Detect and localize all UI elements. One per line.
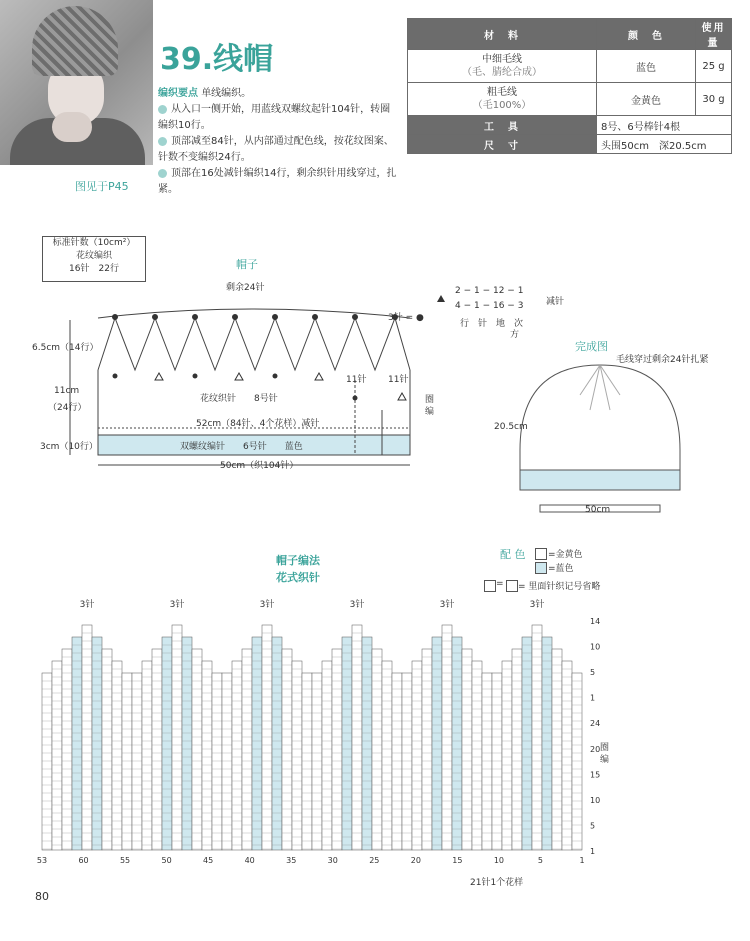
chart-column bbox=[192, 649, 202, 850]
dec-cols-2: 方 bbox=[510, 330, 520, 340]
x-tick-label: 35 bbox=[286, 856, 297, 865]
height-top: 6.5cm（14行） bbox=[32, 343, 99, 353]
repeat-label: 21针1个花样 bbox=[470, 878, 524, 888]
chart-column bbox=[242, 649, 252, 850]
x-tick-label: 55 bbox=[119, 856, 131, 865]
palette-title: 配 色 bbox=[500, 548, 526, 561]
blue-label: =蓝色 bbox=[548, 564, 574, 574]
y-tick-label: 14 bbox=[590, 617, 601, 626]
chart-column bbox=[202, 661, 212, 850]
chart-column bbox=[312, 673, 322, 850]
width-52: 52cm（84针、4个花样）减针 bbox=[196, 419, 320, 429]
mat-tools-row: 工 具 8号、6号棒针4根 bbox=[408, 116, 732, 135]
hat-title: 帽子 bbox=[236, 258, 258, 271]
photo-hat bbox=[32, 6, 118, 76]
key-points-label: 编织要点 bbox=[158, 88, 198, 99]
step-3: 顶部在16处减针编织14行，剩余织针用线穿过，扎紧。 bbox=[158, 168, 397, 195]
y-tick-label: 5 bbox=[590, 668, 596, 678]
y-tick-label: 10 bbox=[590, 795, 601, 805]
chart-column bbox=[442, 625, 452, 850]
chart-column bbox=[462, 649, 472, 850]
x-tick-label: 40 bbox=[244, 856, 255, 865]
gold-label: =金黄色 bbox=[548, 550, 583, 560]
three-stitch-label: 3针 bbox=[349, 600, 365, 610]
height-mid: 11cm bbox=[54, 386, 80, 396]
three-stitch-label: 3针 bbox=[529, 600, 545, 610]
chart-column bbox=[232, 661, 242, 850]
x-tick-label: 10 bbox=[493, 856, 505, 865]
mat-header-color: 颜 色 bbox=[597, 19, 696, 50]
photo-hand bbox=[52, 112, 92, 142]
finished-height: 20.5cm bbox=[494, 422, 528, 432]
mat-row: 粗毛线 （毛100%） 金黄色 30 g bbox=[408, 83, 732, 116]
pattern-label: 花纹织针 8号针 bbox=[200, 394, 278, 404]
x-tick-label: 1 bbox=[579, 856, 585, 865]
three-stitch-label: 3针 bbox=[169, 600, 185, 610]
chart-column bbox=[212, 673, 222, 850]
chart-column bbox=[332, 649, 342, 850]
dec-cols: 行 针 地 次 bbox=[460, 319, 524, 329]
eleven-stitch-2: 11针 bbox=[388, 375, 409, 385]
y-tick-label: 1 bbox=[590, 847, 596, 856]
chart-column bbox=[152, 649, 162, 850]
chart-column bbox=[412, 661, 422, 850]
symbol-note: = 里面针织记号省略 bbox=[518, 582, 601, 592]
three-stitch-label: 3针 = ● bbox=[388, 313, 424, 323]
three-stitch-label: 3针 bbox=[259, 600, 275, 610]
pattern-number: 39 bbox=[160, 42, 202, 77]
decrease-zigzag bbox=[98, 318, 410, 370]
y-tick-label: 10 bbox=[590, 642, 601, 652]
x-tick-label: 5 bbox=[537, 856, 544, 865]
gauge-values: 16针 22行 bbox=[69, 264, 119, 274]
width-50: 50cm（织104针） bbox=[220, 461, 299, 471]
finished-width: 50cm bbox=[585, 505, 611, 515]
chart-column bbox=[552, 649, 562, 850]
chart-column bbox=[82, 625, 92, 850]
chart-column bbox=[382, 661, 392, 850]
chart-column bbox=[52, 661, 62, 850]
y-tick-label: 20 bbox=[590, 744, 601, 754]
gauge-title: 标准针数（10cm²） bbox=[52, 238, 136, 248]
mat-header-material: 材 料 bbox=[408, 19, 597, 50]
chart-column bbox=[62, 649, 72, 850]
chart-column bbox=[102, 649, 112, 850]
chart-column bbox=[502, 661, 512, 850]
x-tick-label: 50 bbox=[161, 856, 172, 865]
step-2: 顶部减至84针，从内部通过配色线，按花纹图案、针数不变编织24行。 bbox=[158, 136, 394, 163]
symbol-box-2 bbox=[506, 580, 518, 592]
finished-note: 毛线穿过剩余24针扎紧 bbox=[616, 355, 709, 365]
chart-column bbox=[562, 661, 572, 850]
key-points-value: 单线编织。 bbox=[201, 88, 252, 99]
band-label: 双螺纹编针 6号针 蓝色 bbox=[180, 442, 303, 452]
height-bottom: 3cm（10行） bbox=[40, 442, 98, 452]
finished-title: 完成图 bbox=[575, 340, 608, 353]
dec-formula-1: 2 − 1 − 12 − 1 bbox=[455, 286, 524, 296]
chart-column bbox=[292, 661, 302, 850]
chart-column bbox=[122, 673, 132, 850]
chart-column bbox=[132, 673, 142, 850]
chart-column bbox=[392, 673, 402, 850]
mat-row: 中细毛线 （毛、腈纶合成） 蓝色 25 g bbox=[408, 50, 732, 83]
three-stitch-label: 3针 bbox=[439, 600, 455, 610]
finished-hat bbox=[500, 340, 740, 520]
chart-column bbox=[112, 661, 122, 850]
chart-column bbox=[472, 661, 482, 850]
x-tick-label: 30 bbox=[327, 856, 338, 865]
chart-column bbox=[222, 673, 232, 850]
x-tick-label: 15 bbox=[452, 856, 463, 865]
mat-header-amount: 使用量 bbox=[696, 19, 732, 50]
chart-column bbox=[172, 625, 182, 850]
y-tick-label: 5 bbox=[590, 821, 596, 831]
blue-swatch bbox=[535, 562, 547, 574]
three-stitch-label: 3针 bbox=[79, 600, 95, 610]
chart-round-label: 圈 bbox=[600, 743, 610, 753]
chart-round-label-2: 编 bbox=[600, 755, 610, 765]
round-label-2: 编 bbox=[425, 407, 435, 417]
chart-column bbox=[352, 625, 362, 850]
materials-table bbox=[407, 18, 732, 154]
chart-column bbox=[532, 625, 542, 850]
y-tick-label: 15 bbox=[590, 770, 601, 780]
chart-column bbox=[402, 673, 412, 850]
x-tick-label: 53 bbox=[36, 856, 48, 865]
chart-subtitle: 花式织针 bbox=[276, 571, 320, 584]
see-also: 图见于P45 bbox=[75, 180, 129, 193]
step-1: 从入口一侧开始，用蓝线双螺纹起针104针，转圈编织10行。 bbox=[158, 104, 391, 131]
chart-column bbox=[482, 673, 492, 850]
chart-column bbox=[42, 673, 52, 850]
chart-column bbox=[322, 661, 332, 850]
x-tick-label: 20 bbox=[410, 856, 421, 865]
chart-column bbox=[572, 673, 582, 850]
model-photo bbox=[0, 0, 153, 165]
round-label: 圈 bbox=[425, 395, 435, 405]
x-tick-label: 45 bbox=[203, 856, 214, 865]
chart-column bbox=[422, 649, 432, 850]
gold-swatch bbox=[535, 548, 547, 560]
chart-column bbox=[512, 649, 522, 850]
chart-title: 帽子编法 bbox=[276, 554, 320, 567]
eleven-stitch-1: 11针 bbox=[346, 375, 367, 385]
mat-size-row: 尺 寸 头围50cm 深20.5cm bbox=[408, 135, 732, 154]
pattern-name: .线帽 bbox=[201, 42, 274, 77]
chart-column bbox=[142, 661, 152, 850]
pattern-title bbox=[160, 34, 273, 78]
chart-column bbox=[372, 649, 382, 850]
chart-column bbox=[492, 673, 502, 850]
key-points bbox=[158, 86, 398, 198]
y-tick-label: 24 bbox=[590, 719, 601, 729]
stitch-chart bbox=[0, 595, 750, 875]
page-number: 80 bbox=[35, 890, 49, 903]
symbol-box-1 bbox=[484, 580, 496, 592]
remaining-label: 剩余24针 bbox=[226, 283, 265, 293]
height-mid-rows: （24行） bbox=[48, 403, 87, 413]
dec-formula-2: 4 − 1 − 16 − 3 bbox=[455, 301, 524, 311]
dec-label: 减针 bbox=[546, 297, 565, 307]
chart-column bbox=[302, 673, 312, 850]
x-tick-label: 60 bbox=[78, 856, 89, 865]
chart-column bbox=[262, 625, 272, 850]
x-tick-label: 25 bbox=[369, 856, 380, 865]
chart-column bbox=[282, 649, 292, 850]
remaining-brace bbox=[98, 309, 410, 318]
y-tick-label: 1 bbox=[590, 693, 596, 703]
gauge-pattern: 花纹编织 bbox=[75, 251, 112, 261]
